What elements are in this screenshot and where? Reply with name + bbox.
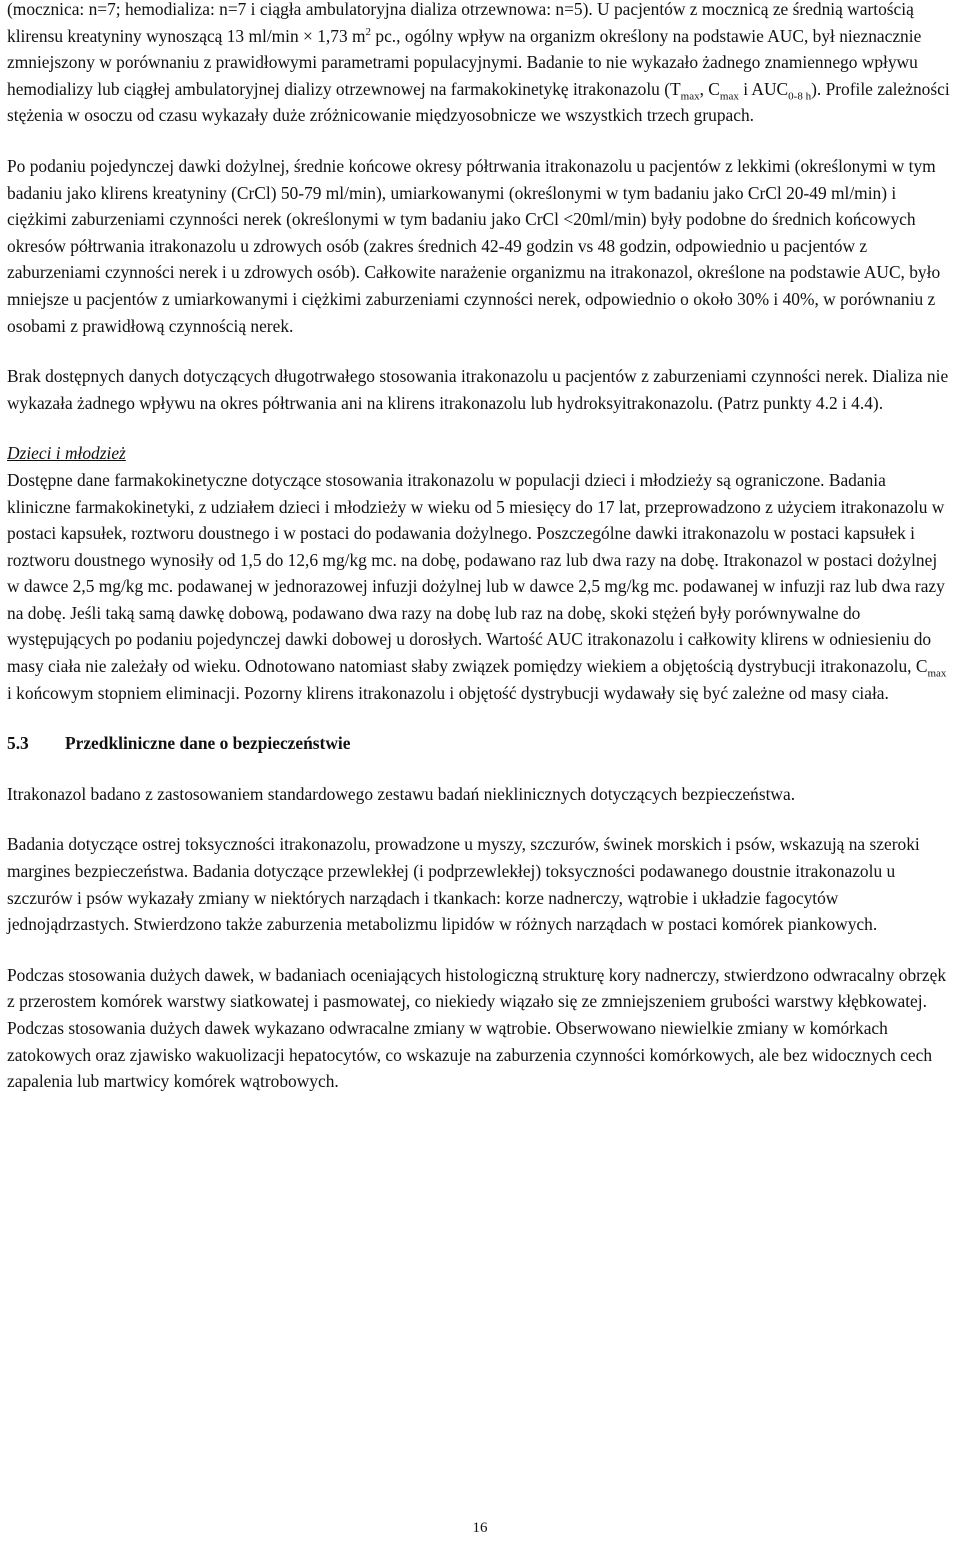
section-number: 5.3 <box>7 733 29 754</box>
paragraph-pediatric-pk: Dostępne dane farmakokinetyczne dotyczące stosowania itrakonazolu w populacji dzieci i młodzieży są ograniczone. Badania kliniczne farmakokinetyki, z udziałem dzieci i młodzieży w wieku od 5 miesięcy do 17 lat, przeprowadzono z użyciem itrakonazolu w postaci kapsułek, roztworu doustnego i w postaci do podawania dożylnego. Poszczególne dawki itrakonazolu w postaci kapsułek i roztworu doustnego wynosiły od 1,5 do 12,6 mg/kg mc. na dobę, podawano raz lub dwa razy na dobę. Itrakonazol w postaci dożylnej w dawce 2,5 mg/kg mc. podawanej w jednorazowej infuzji dożylnej lub w dawce 2,5 mg/kg mc. podawanej w infuzji raz lub dwa razy na dobę. Jeśli taką samą dawkę dobową, podawano dwa razy na dobę lub raz na dobę, skoki stężeń były porównywalne do występujących po podaniu pojedynczej dawki dobowej u dorosłych. Wartość AUC itrakonazolu i całkowity klirens w odniesieniu do masy ciała nie zależały od wieku. Odnotowano natomiast słaby związek pomiędzy wiekiem a objętością dystrybucji itrakonazolu, $C_{max}$ i końcowym stopniem eliminacji. Pozorny klirens itrakonazolu i objętość dystrybucji wydawały się być zależne od masy ciała. <box>7 469 947 703</box>
paragraph-half-life-renal: Po podaniu pojedynczej dawki dożylnej, średnie końcowe okresy półtrwania itrakonazolu u pacjentów z lekkimi (określonymi w tym badaniu jako klirens kreatyniny (CrCl) 50-79 ml/min), umiarkowanymi (określonymi w tym badaniu jako CrCl 20-49 ml/min) i ciężkimi zaburzeniami czynności nerek (określonymi w tym badaniu jako CrCl <20ml/min) były podobne do średnich końcowych okresów półtrwania itrakonazolu u zdrowych osób (zakres średnich 42-49 godzin vs 48 godzin, odpowiednio u pacjentów z zaburzeniami czynności nerek i u zdrowych osób). Całkowite narażenie organizmu na itrakonazol, określone na podstawie AUC, było mniejsze u pacjentów z umiarkowanymi i ciężkimi zaburzeniami czynności nerek, odpowiednio o około 30% i 40%, w porównaniu z osobami z prawidłową czynnością nerek. <box>7 155 941 336</box>
paragraph-acute-toxicity: Badania dotyczące ostrej toksyczności itrakonazolu, prowadzone u myszy, szczurów, świnek morskich i psów, wskazują na szeroki margines bezpieczeństwa. Badania dotyczące przewlekłej (i podprzewlekłej) toksyczności podawanego doustnie itrakonazolu u szczurów i psów wykazały zmiany w niektórych narządach i tkankach: korze nadnerczy, wątrobie i układzie fagocytów jednojądrzastych. Stwierdzono także zaburzenia metabolizmu lipidów w różnych narządach w postaci komórek piankowych. <box>7 834 920 935</box>
section-title: Przedkliniczne dane o bezpieczeństwie <box>65 733 351 754</box>
paragraph-long-term-data: Brak dostępnych danych dotyczących długotrwałego stosowania itrakonazolu u pacjentów z zaburzeniami czynności nerek. Dializa nie wykazała żadnego wpływu na okres półtrwania ani na klirens itrakonazolu lub hydroksyitrakonazolu. (Patrz punkty 4.2 i 4.4). <box>7 366 949 413</box>
paragraph-high-dose-effects: Podczas stosowania dużych dawek, w badaniach oceniających histologiczną strukturę kory nadnerczy, stwierdzono odwracalny obrzęk z przerostem komórek warstwy siatkowatej i pasmowatej, co niekiedy wiązało się ze zmniejszeniem grubości warstwy kłębkowatej. Podczas stosowania dużych dawek wykazano odwracalne zmiany w wątrobie. Obserwowano niewielkie zmiany w komórkach zatokowych oraz zjawisko wakuolizacji hepatocytów, co wskazuje na zaburzenia czynności komórkowych, ale bez widocznych cech zapalenia lub martwicy komórek wątrobowych. <box>7 964 947 1092</box>
paragraph-standard-tests: Itrakonazol badano z zastosowaniem standardowego zestawu badań nieklinicznych dotyczących bezpieczeństwa. <box>7 783 796 804</box>
paragraph-renal-dialysis: (mocznica: n=7; hemodializa: n=7 i ciągła ambulatoryjna dializa otrzewnowa: n=5). U pacjentów z mocznicą ze średnią wartością klirensu kreatyniny wynoszącą 13 ml/min × 1,73 $m^2$ pc., ogólny wpływ na organizm określony na podstawie AUC, był nieznacznie zmniejszony w porównaniu z prawidłowymi parametrami populacyjnymi. Badanie to nie wykazało żadnego znamiennego wpływu hemodializy lub ciągłej ambulatoryjnej dializy otrzewnowej na farmakokinetykę itrakonazolu ($T_{max}$, $C_{max}$ i $AUC_{0-8 h}$). Profile zależności stężenia w osoczu od czasu wykazały duże zróżnicowanie międzyosobnicze we wszystkich trzech grupach. <box>7 0 950 126</box>
section-heading-5-3 <box>7 730 953 757</box>
subheading-children: Dzieci i młodzież <box>7 443 126 464</box>
page-number: 16 <box>472 1520 488 1536</box>
document-page <box>7 0 953 1095</box>
